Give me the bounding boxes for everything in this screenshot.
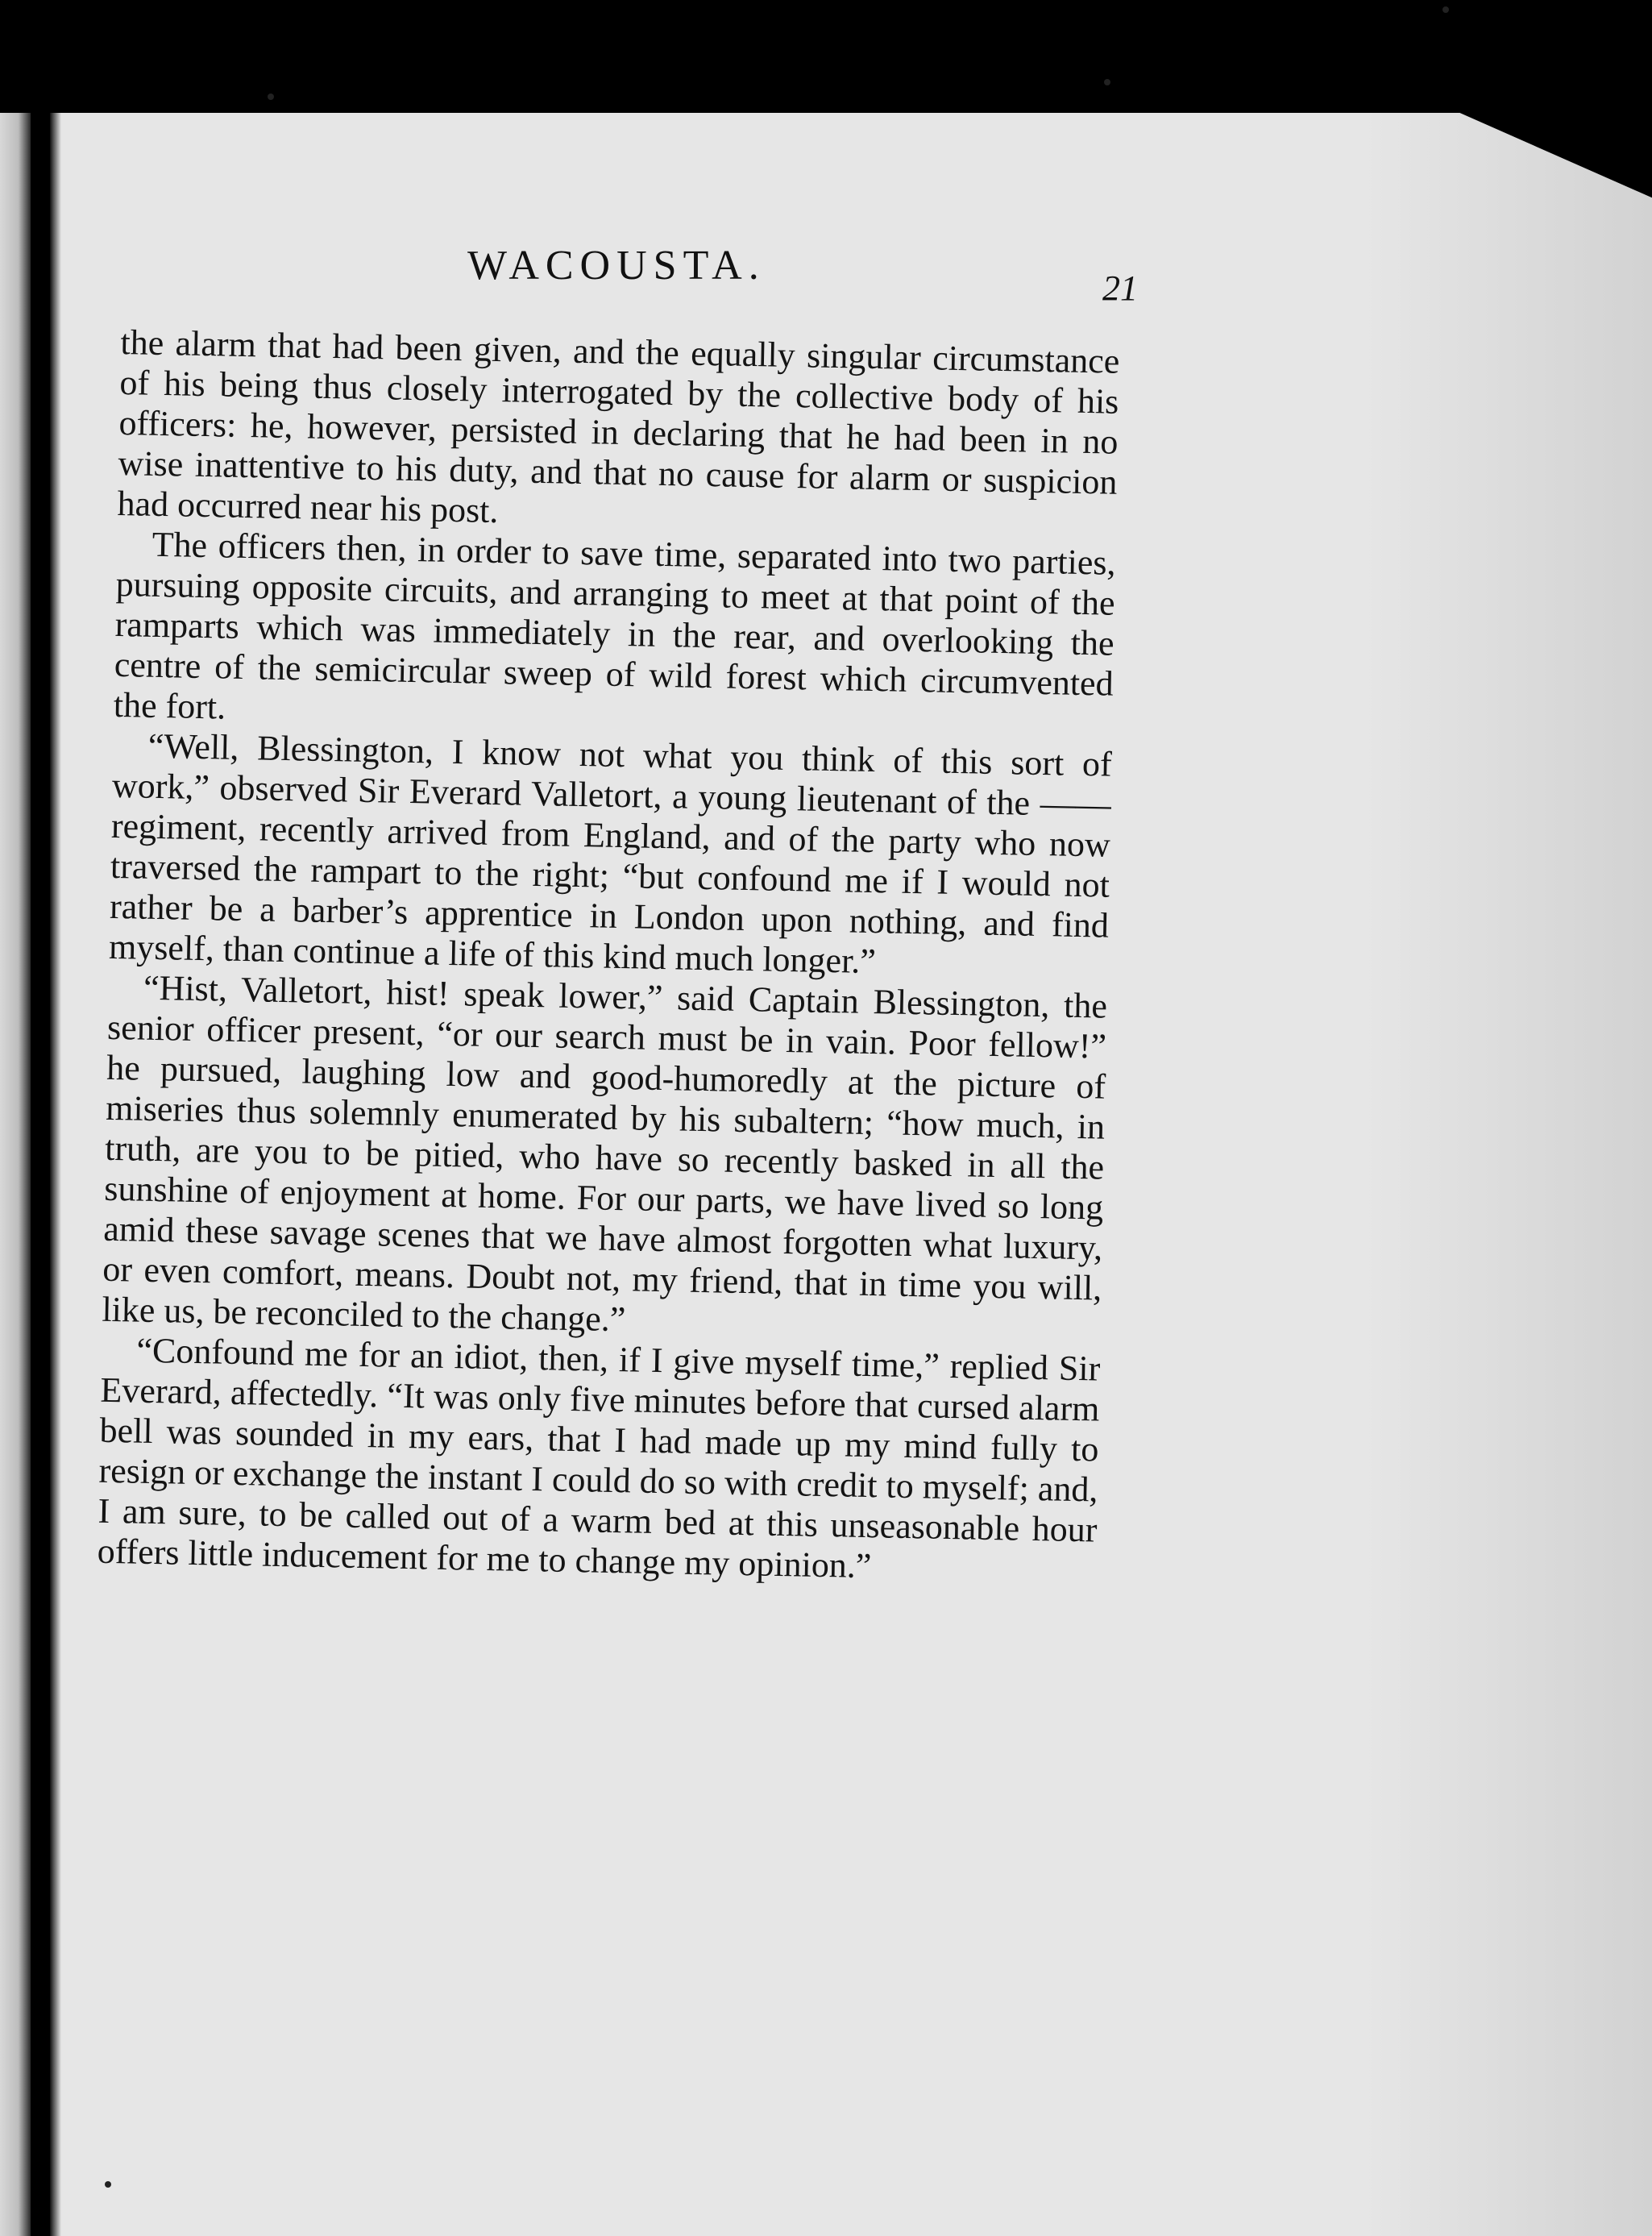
left-page-edge [0, 113, 31, 2236]
paragraph-5: “Confound me for an idiot, then, if I give myself time,” replied Sir Everard, affectedly. “It was only five minutes before that cursed alarm bell was sounded in my ears, that I had made up my mind fully to resign or exchange the instant I could do so with credit to myself; and, I am sure, to be called out of a warm bed at this unseasonable hour offers little inducement for me to change my opinion.” [97, 1330, 1101, 1586]
running-head: WACOUSTA. [467, 243, 766, 289]
paragraph-3: “Well, Blessington, I know not what you think of this sort of work,” observed Sir Everard Valletort, a young lieutenant of the —— regiment, recently arrived from England, and of the party who now traversed the rampart to the right; “but confound me if I would not rather be a barber’s apprentice in London upon nothing, and find myself, than continue a life of this kind much longer.” [108, 725, 1113, 982]
dust-speck [1442, 6, 1449, 13]
page-number: 21 [1102, 268, 1138, 308]
paragraph-1: the alarm that had been given, and the equally singular circumstance of his being thus closely interrogated by the collective body of his officers: he, however, persisted in declaring that he had been in no wise inattentive to his duty, and that no cause for alarm or suspicion had occurred near his post. [117, 322, 1120, 531]
gutter-shadow [50, 113, 61, 2236]
dust-speck [105, 2181, 111, 2188]
paragraph-4: “Hist, Valletort, hist! speak lower,” said Captain Blessington, the senior officer present, “or our search must be in vain. Poor fellow!” he pursued, laughing low and good-humoredly at the picture of miseries thus solemnly enumerated by his subaltern; “how much, in truth, are you to be pitied, who have so recently basked in all the sunshine of enjoyment at home. For our parts, we have lived so long amid these savage scenes that we have almost forgotten what luxury, or even comfort, means. Doubt not, my friend, that in time you will, like us, be reconciled to the change.” [102, 967, 1108, 1340]
paragraph-2: The officers then, in order to save time, separated into two parties, pursuing opposite circuits, and arranging to meet at that point of the ramparts which was immediately in the rear, and overlooking the centre of the semicircular sweep of wild forest which circumvented the fort. [113, 524, 1116, 727]
dust-speck [268, 94, 274, 100]
page-shade [1362, 113, 1652, 2236]
dust-speck [1104, 79, 1110, 85]
body-text [97, 322, 1120, 1591]
